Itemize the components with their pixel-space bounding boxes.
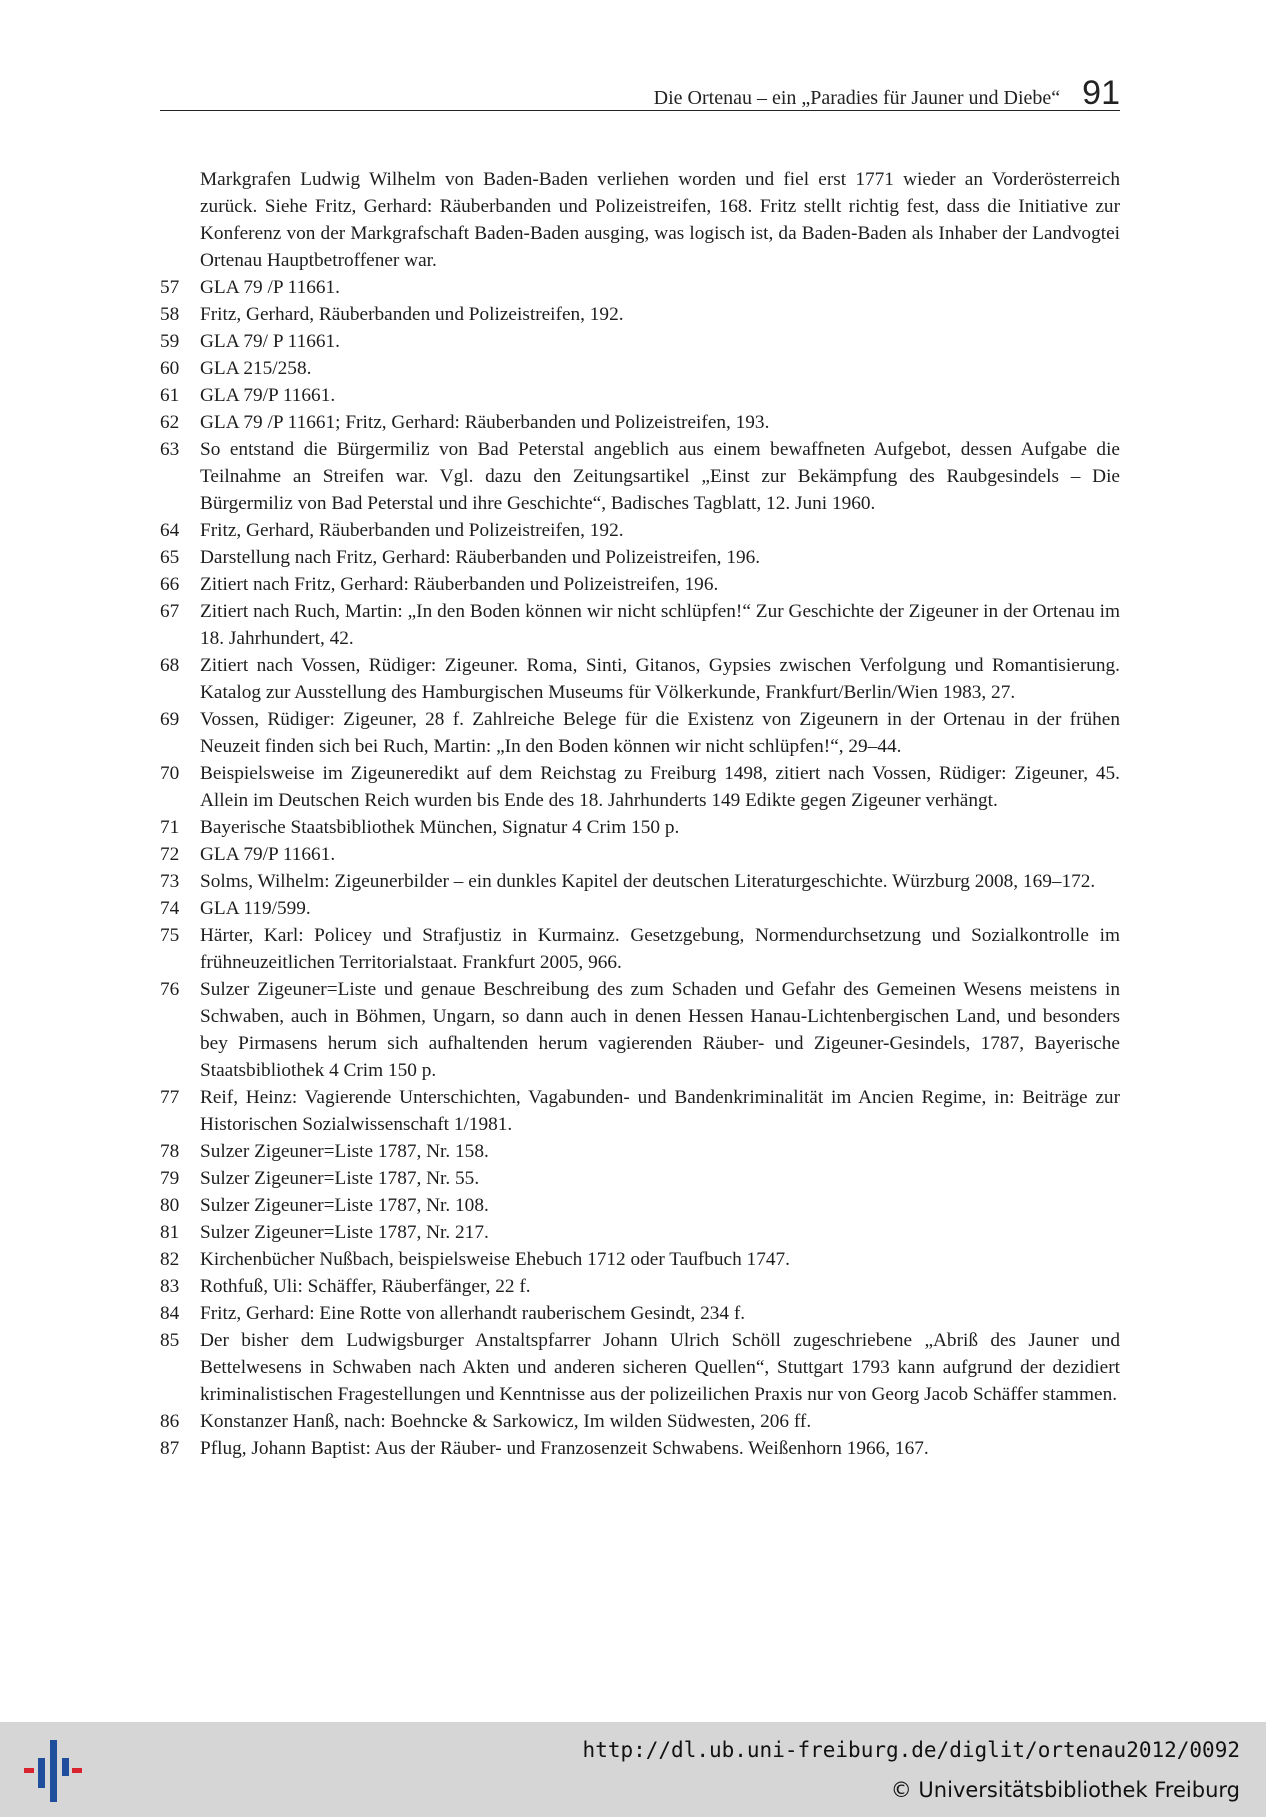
footnote-number: 74 bbox=[160, 898, 180, 919]
footnote-text: GLA 79/ P 11661. bbox=[200, 331, 340, 352]
footer-copyright: © Universitätsbibliothek Freiburg bbox=[890, 1778, 1240, 1802]
header-rule bbox=[160, 110, 1120, 111]
footnote-text: Vossen, Rüdiger: Zigeuner, 28 f. Zahlreiche Belege für die Existenz von Zigeunern in der Ortenau in der frühen Neuzeit finden sich bei Ruch, Martin: „In den Boden können wir nicht schlüpfen!“, 29–44. bbox=[200, 709, 1120, 757]
footnote-number: 79 bbox=[160, 1168, 180, 1189]
footnote-number: 65 bbox=[160, 547, 180, 568]
footnote-text: Der bisher dem Ludwigsburger Anstaltspfarrer Johann Ulrich Schöll zugeschriebene „Abriß des Jauner und Bettelwesens in Schwaben nach Akten und anderen sicheren Quellen“, Stuttgart 1793 kann aufgrund der dezidiert kriminalistischen Fragestellungen und Kenntnisse aus der polizeilichen Praxis nur von Georg Jacob Schäffer stammen. bbox=[200, 1330, 1120, 1405]
footnote-text: Darstellung nach Fritz, Gerhard: Räuberbanden und Polizeistreifen, 196. bbox=[200, 547, 761, 568]
footnote-number: 81 bbox=[160, 1222, 180, 1243]
footnote-item bbox=[160, 1273, 1120, 1300]
footnote-item bbox=[160, 571, 1120, 598]
footnotes-block bbox=[160, 166, 1120, 1462]
footnote-number: 70 bbox=[160, 763, 180, 784]
page-number: 91 bbox=[1082, 74, 1120, 112]
footnote-item bbox=[160, 868, 1120, 895]
footnote-item bbox=[160, 922, 1120, 976]
footnote-text: Sulzer Zigeuner=Liste 1787, Nr. 158. bbox=[200, 1141, 489, 1162]
footnote-text: Rothfuß, Uli: Schäffer, Räuberfänger, 22 f. bbox=[200, 1276, 531, 1297]
footnote-item bbox=[160, 652, 1120, 706]
footnote-item bbox=[160, 544, 1120, 571]
running-head bbox=[160, 74, 1120, 113]
footnote-number: 78 bbox=[160, 1141, 180, 1162]
footnote-text: Kirchenbücher Nußbach, beispielsweise Ehebuch 1712 oder Taufbuch 1747. bbox=[200, 1249, 790, 1270]
footnote-item bbox=[160, 328, 1120, 355]
footnote-number: 77 bbox=[160, 1087, 180, 1108]
footnote-number: 60 bbox=[160, 358, 180, 379]
footnote-number: 72 bbox=[160, 844, 180, 865]
continued-footnote-text: Markgrafen Ludwig Wilhelm von Baden-Baden verliehen worden und fiel erst 1771 wieder an Vorderösterreich zurück. Siehe Fritz, Gerhard: Räuberbanden und Polizeistreifen, 168. Fritz stellt richtig fest, dass die Initiative zur Konferenz von der Markgrafschaft Baden-Baden ausging, was logisch ist, da Baden-Baden als Inhaber der Landvogtei Ortenau Hauptbetroffener war. bbox=[200, 169, 1120, 271]
footnote-number: 62 bbox=[160, 412, 180, 433]
footnote-text: Fritz, Gerhard, Räuberbanden und Polizeistreifen, 192. bbox=[200, 304, 624, 325]
footnote-number: 59 bbox=[160, 331, 180, 352]
footnote-item bbox=[160, 1219, 1120, 1246]
footnote-number: 66 bbox=[160, 574, 180, 595]
footer-bar bbox=[0, 1722, 1266, 1817]
footnote-text: GLA 79/P 11661. bbox=[200, 844, 336, 865]
footnote-text: Sulzer Zigeuner=Liste und genaue Beschreibung des zum Schaden und Gefahr des Gemeinen Wesens meistens in Schwaben, auch in Böhmen, Ungarn, so dann auch in denen Hessen Hanau-Lichtenbergischen Land, und besonders bey Pirmasens herum sich aufhaltenden herum vagierenden Räuber- und Zigeuner-Gesindels, 1787, Bayerische Staatsbibliothek 4 Crim 150 p. bbox=[200, 979, 1120, 1081]
footnote-text: So entstand die Bürgermiliz von Bad Peterstal angeblich aus einem bewaffneten Aufgebot, dessen Aufgabe die Teilnahme an Streifen war. Vgl. dazu den Zeitungsartikel „Einst zur Bekämpfung des Raubgesindels – Die Bürgermiliz von Bad Peterstal und ihre Geschichte“, Badisches Tagblatt, 12. Juni 1960. bbox=[200, 439, 1120, 514]
footnote-item bbox=[160, 1084, 1120, 1138]
running-title: Die Ortenau – ein „Paradies für Jauner und Diebe“ bbox=[653, 87, 1061, 109]
footnote-list bbox=[160, 274, 1120, 1462]
footnote-number: 87 bbox=[160, 1438, 180, 1459]
footnote-number: 75 bbox=[160, 925, 180, 946]
footnote-item bbox=[160, 517, 1120, 544]
footnote-number: 76 bbox=[160, 979, 180, 1000]
footnote-item bbox=[160, 841, 1120, 868]
footnote-text: Fritz, Gerhard, Räuberbanden und Polizeistreifen, 192. bbox=[200, 520, 624, 541]
ub-freiburg-logo-icon[interactable] bbox=[24, 1740, 84, 1802]
footnote-text: Zitiert nach Fritz, Gerhard: Räuberbanden und Polizeistreifen, 196. bbox=[200, 574, 719, 595]
footnote-text: Fritz, Gerhard: Eine Rotte von allerhandt rauberischem Gesindt, 234 f. bbox=[200, 1303, 746, 1324]
footnote-item bbox=[160, 814, 1120, 841]
footnote-number: 86 bbox=[160, 1411, 180, 1432]
footnote-number: 67 bbox=[160, 601, 180, 622]
footnote-number: 82 bbox=[160, 1249, 180, 1270]
footnote-number: 71 bbox=[160, 817, 180, 838]
footer-url-link[interactable]: http://dl.ub.uni-freiburg.de/diglit/ortenau2012/0092 bbox=[582, 1738, 1240, 1762]
footnote-item bbox=[160, 409, 1120, 436]
footnote-item bbox=[160, 355, 1120, 382]
footnote-item bbox=[160, 301, 1120, 328]
footnote-number: 63 bbox=[160, 439, 180, 460]
footnote-item bbox=[160, 760, 1120, 814]
footnote-text: Zitiert nach Ruch, Martin: „In den Boden können wir nicht schlüpfen!“ Zur Geschichte der Zigeuner in der Ortenau im 18. Jahrhundert, 42. bbox=[200, 601, 1120, 649]
footnote-number: 80 bbox=[160, 1195, 180, 1216]
footnote-number: 85 bbox=[160, 1330, 180, 1351]
footnote-number: 61 bbox=[160, 385, 180, 406]
footnote-item bbox=[160, 1327, 1120, 1408]
footnote-text: Sulzer Zigeuner=Liste 1787, Nr. 217. bbox=[200, 1222, 489, 1243]
footnote-item bbox=[160, 1165, 1120, 1192]
footnote-number: 57 bbox=[160, 277, 180, 298]
footnote-number: 69 bbox=[160, 709, 180, 730]
footnote-number: 68 bbox=[160, 655, 180, 676]
footnote-item bbox=[160, 436, 1120, 517]
footnote-text: Solms, Wilhelm: Zigeunerbilder – ein dunkles Kapitel der deutschen Literaturgeschichte. Würzburg 2008, 169–172. bbox=[200, 871, 1096, 892]
footnote-item bbox=[160, 706, 1120, 760]
footnote-item bbox=[160, 1408, 1120, 1435]
footnote-text: GLA 215/258. bbox=[200, 358, 312, 379]
footnote-text: Bayerische Staatsbibliothek München, Signatur 4 Crim 150 p. bbox=[200, 817, 680, 838]
footnote-item bbox=[160, 976, 1120, 1084]
footnote-number: 73 bbox=[160, 871, 180, 892]
footnote-number: 83 bbox=[160, 1276, 180, 1297]
footnote-item bbox=[160, 895, 1120, 922]
footnote-text: GLA 79/P 11661. bbox=[200, 385, 336, 406]
footnote-item bbox=[160, 1138, 1120, 1165]
footnote-item bbox=[160, 274, 1120, 301]
footnote-number: 58 bbox=[160, 304, 180, 325]
footnote-item bbox=[160, 1300, 1120, 1327]
footnote-text: Konstanzer Hanß, nach: Boehncke & Sarkowicz, Im wilden Südwesten, 206 ff. bbox=[200, 1411, 812, 1432]
footnote-item bbox=[160, 1192, 1120, 1219]
footnote-item bbox=[160, 1435, 1120, 1462]
footnote-text: Sulzer Zigeuner=Liste 1787, Nr. 108. bbox=[200, 1195, 489, 1216]
footnote-text: GLA 79 /P 11661; Fritz, Gerhard: Räuberbanden und Polizeistreifen, 193. bbox=[200, 412, 770, 433]
footnote-item bbox=[160, 382, 1120, 409]
footnote-text: Zitiert nach Vossen, Rüdiger: Zigeuner. Roma, Sinti, Gitanos, Gypsies zwischen Verfolgung und Romantisierung. Katalog zur Ausstellung des Hamburgischen Museums für Völkerkunde, Frankfurt/Berlin/Wien 1983, 27. bbox=[200, 655, 1120, 703]
footnote-text: GLA 79 /P 11661. bbox=[200, 277, 340, 298]
footnote-text: Härter, Karl: Policey und Strafjustiz in Kurmainz. Gesetzgebung, Normendurchsetzung und Sozialkontrolle im frühneuzeitlichen Territorialstaat. Frankfurt 2005, 966. bbox=[200, 925, 1120, 973]
footnote-text: GLA 119/599. bbox=[200, 898, 311, 919]
footnote-item bbox=[160, 1246, 1120, 1273]
footnote-item bbox=[160, 598, 1120, 652]
footnote-text: Reif, Heinz: Vagierende Unterschichten, Vagabunden- und Bandenkriminalität im Ancien Regime, in: Beiträge zur Historischen Sozialwissenschaft 1/1981. bbox=[200, 1087, 1120, 1135]
footnote-number: 84 bbox=[160, 1303, 180, 1324]
footnote-number: 64 bbox=[160, 520, 180, 541]
footnote-text: Pflug, Johann Baptist: Aus der Räuber- und Franzosenzeit Schwabens. Weißenhorn 1966, 167. bbox=[200, 1438, 929, 1459]
footnote-text: Sulzer Zigeuner=Liste 1787, Nr. 55. bbox=[200, 1168, 480, 1189]
footnote-text: Beispielsweise im Zigeuneredikt auf dem Reichstag zu Freiburg 1498, zitiert nach Vossen, Rüdiger: Zigeuner, 45. Allein im Deutschen Reich wurden bis Ende des 18. Jahrhunderts 149 Edikte gegen Zigeuner verhängt. bbox=[200, 763, 1120, 811]
